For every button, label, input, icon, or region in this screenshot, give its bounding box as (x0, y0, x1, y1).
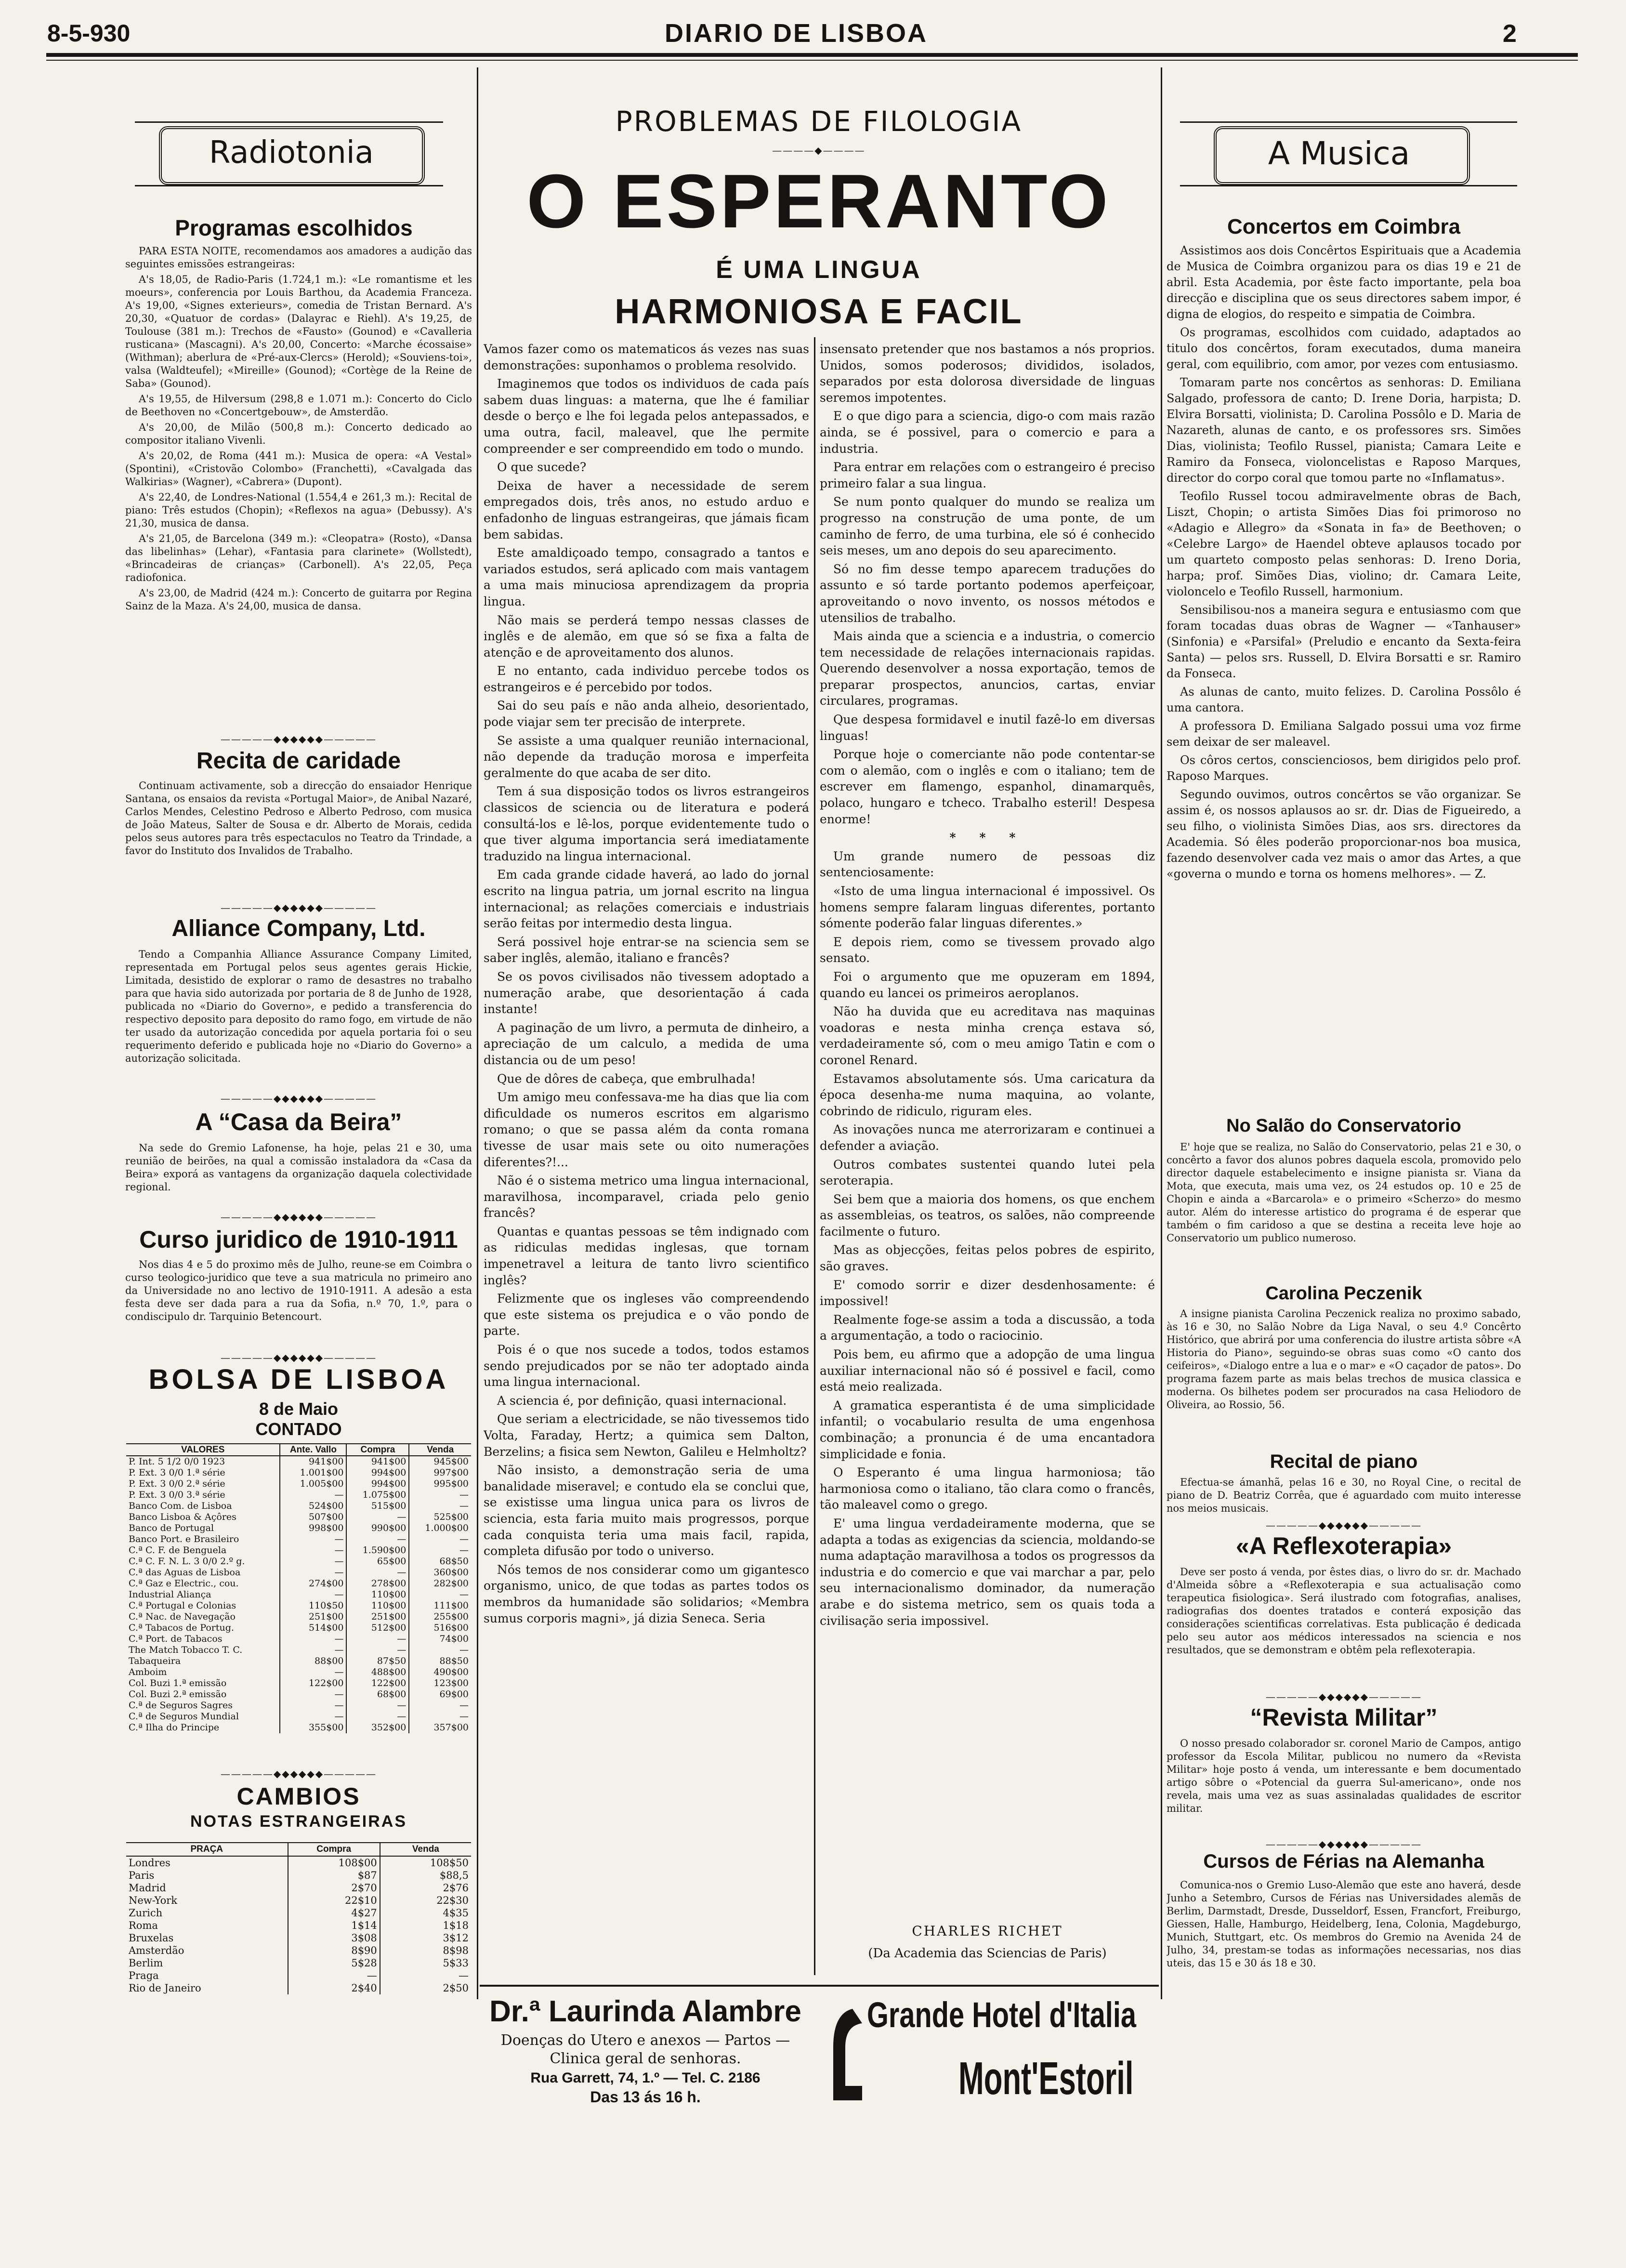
table-cell: 4$27 (288, 1907, 380, 1919)
concertos-heading: Concertos em Coimbra (1227, 215, 1461, 238)
table-cell: — (280, 1711, 346, 1722)
issue-date: 8-5-930 (47, 20, 131, 47)
table-cell: Banco de Portugal (129, 1523, 214, 1533)
recita-text: Continuam activamente, sob a direcção do ensaiador Henrique Santana, os ensaios da revista «Portugal Maior», de Anibal Nazaré, Carlos Mendes, Celestino Pedroso e Alberto Pedroso, com musica de João Mateus, Salter de Sousa e dr. Alberto de Morais, cedida pelos seus autores para três espectaculos no Teatro da Trindade, a favor do Instituto dos Invalidos de Trabalho. (125, 780, 472, 857)
reflexo-text: Deve ser posto á venda, por êstes dias, o livro do sr. dr. Machado d'Almeida sôbre a «Reflexoterapia e sua actualisação como terapeutica fisiologica». Será ilustrado com fotografias, analises, radiografias dos doentes tratados e conterá exposição das considerações scientificas correlativas. Esta publicação é dedicada pelo seu autor aos médicos interessados na sciencia e nos resultados, que se demonstram e obtêm pela reflexoterapia. (1167, 1566, 1521, 1656)
bolsa-row (126, 1534, 471, 1545)
table-cell: 360$00 (409, 1567, 471, 1578)
table-cell: Amsterdão (129, 1945, 184, 1956)
bolsa-row (126, 1634, 471, 1645)
bolsa-row (126, 1523, 471, 1534)
cambios-row (126, 1957, 471, 1969)
ornament-separator: —————◆◆◆◆◆◆————— (220, 1768, 377, 1780)
article-deck-1: É UMA LINGUA (716, 256, 922, 284)
table-cell: 8$98 (380, 1944, 471, 1957)
hotel-logo-hook-icon (824, 2004, 867, 2105)
ornament-separator: —————◆◆◆◆◆◆————— (220, 1211, 377, 1223)
ornament-separator: —————◆◆◆◆◆◆————— (220, 1352, 377, 1363)
hotel-place: Mont'Estoril (958, 2053, 1134, 2104)
table-cell: 355$00 (280, 1722, 346, 1733)
radio-paragraph: A's 22,40, de Londres-National (1.554,4 e 261,3 m.): Recital de piano: Três estudos (Chopin); «Reflexos na agua» (Debussy). A's 21,30, musica de dansa. (125, 491, 472, 529)
table-cell: C.ª Nac. de Navegação (129, 1611, 236, 1622)
cambios-table (126, 1842, 471, 1994)
table-cell: C.ª Gaz e Electric., cou. (129, 1578, 239, 1589)
table-cell: 274$00 (280, 1578, 346, 1589)
table-cell: Rio de Janeiro (129, 1982, 201, 1994)
table-cell: Berlim (129, 1957, 163, 1969)
bolsa-row (126, 1678, 471, 1689)
table-cell: — (346, 1512, 409, 1523)
bolsa-row (126, 1490, 471, 1501)
table-cell: 1$14 (288, 1919, 380, 1932)
bolsa-row (126, 1589, 471, 1600)
bolsa-row (126, 1600, 471, 1611)
doctor-specialty: Doenças do Utero e anexos — Partos — Clinica geral de senhoras. (500, 2032, 790, 2067)
table-cell: 87$50 (346, 1656, 409, 1667)
casa-heading: A “Casa da Beira” (195, 1108, 402, 1135)
column-rule-center (814, 337, 815, 1975)
table-cell: C.ª C. F. de Benguela (129, 1545, 227, 1556)
table-cell: — (409, 1711, 471, 1722)
concertos-text: Assistimos aos dois Concêrtos Espirituais que a Academia de Musica de Coimbra organizou para os dias 19 e 21 de abril. Esta Academia, por êste facto importante, pela boa direcção e disciplina que os seus directores sabem impor, é digna de elogios, do respeito e simpatia de Coimbra. Os programas, escolhidos com cuidado, adaptados ao titulo dos concêrtos, foram executados, duma maneira geral, com equilibrio, com amor, por vezes com entusiasmo. Tomaram parte nos concêrtos as senhoras: D. Emiliana Salgado, professora de canto; D. Irene Doria, harpista; D. Elvira Borsatti, violinista; D. Carolina Possôlo e D. Maria de Nazareth, alunas de canto, e os professores srs. Simões Dias, violinista; Teofilo Russel, pianista; Camara Leite e Ramiro da Fonseca, violoncelistas e Raposo Marques, director do corpo coral que tomou parte no «Inflamatus». Teofilo Russel tocou admiravelmente obras de Bach, Liszt, Chopin; o artista Simões Dias foi primoroso no «Adagio e Allegro» da «Sonata in fa» de Beethoven; o «Celebre Largo» de Haendel obteve aplausos tocado por um quarteto composto pelas senhoras: D. Ireno Doria, harpa; prof. Simões Dias, violino; dr. Camara Leite, violoncelo e Teofilo Russell, harmonium. Sensibilisou-nos a maneira segura e entusiasmo com que foram tocadas duas obras de Wagner — «Tanhauser» (Sinfonia) e «Parsifal» (Preludio e encanto da Sexta-feira Santa) — pelos srs. Russell, D. Elvira Borsatti e sr. Ramiro da Fonseca. As alunas de canto, muito felizes. D. Carolina Possôlo é uma cantora. A professora D. Emiliana Salgado possui uma voz firme sem deixar de ser maleavel. Os côros certos, conscienciosos, bem dirigidos pelo prof. Raposo Marques. Segundo ouvimos, outros concêrtos se vão organizar. Se assim é, os nossos aplausos ao sr. dr. Dias de Figueiredo, a seu filho, o violinista Simões Dias, aos srs. directores da Academia. Só êles poderão proporcionar-nos boa musica, fazendo desenvolver cada vez mais o amor das Artes, a que «governa o mundo e torna os homens melhores». — Z. (1167, 244, 1521, 881)
table-cell: — (280, 1634, 346, 1645)
column-rule-left (477, 67, 478, 1999)
masthead-title: DIARIO DE LISBOA (665, 19, 928, 48)
table-cell: 524$00 (280, 1501, 346, 1512)
table-cell: — (380, 1969, 471, 1982)
table-cell: 3$12 (380, 1932, 471, 1944)
bolsa-row (126, 1611, 471, 1622)
cambios-row (126, 1907, 471, 1919)
radio-paragraph: A's 19,55, de Hilversum (298,8 e 1.071 m.): Concerto do Ciclo de Beethoven no «Concertgebouw», de Amsterdão. (125, 393, 472, 418)
table-cell: 65$00 (346, 1556, 409, 1567)
doctor-address: Rua Garrett, 74, 1.º — Tel. C. 2186 (530, 2070, 761, 2086)
article-deck-2: HARMONIOSA E FACIL (615, 292, 1023, 331)
ferias-heading: Cursos de Férias na Alemanha (1203, 1851, 1484, 1872)
table-cell: 941$00 (280, 1456, 346, 1467)
article-column-1: Vamos fazer como os matematicos ás vezes nas suas demonstrações: suponhamos o problema resolvido. Imaginemos que todos os individuos de cada país sabem duas linguas: a materna, que lhe é familiar desde o berço e lhe foi legada pelos antepassados, e uma outra, facil, maleavel, que lhe permite compreender e ser compreendido em todo o mundo. O que sucede? Deixa de haver a necessidade de serem empregados dois, três anos, no estudo arduo e enfadonho de linguas estrangeiras, que jámais ficam bem sabidas. Este amaldiçoado tempo, consagrado a tantos e variados estudos, será aplicado com mais vantagem a uma mais minuciosa aprendizagem da propria lingua. Não mais se perderá tempo nessas classes de inglês e de alemão, em que só se fixa a falta de atenção e de aproveitamento dos alunos. E no entanto, cada individuo percebe todos os estrangeiros e é percebido por todos. Sai do seu país e não anda alheio, desorientado, pode viajar sem ter precisão de interprete. Se assiste a uma qualquer reunião internacional, não depende da tradução morosa e imperfeita geralmente do que acaba de ser dito. Tem á sua disposição todos os livros estrangeiros classicos de sciencia ou de literatura e poderá consultá-los e lê-los, porque evidentemente tudo o que tiver alguma importancia será imediatamente traduzido na lingua internacional. Em cada grande cidade haverá, ao lado do jornal escrito na lingua patria, um jornal escrito na lingua internacional; as relações comerciais e industriais serão feitas por intermedio desta lingua. Será possivel hoje entrar-se na sciencia sem se saber inglês, alemão, italiano e francês? Se os povos civilisados não tivessem adoptado a numeração arabe, que desorientação á cada instante! A paginação de um livro, a permuta de dinheiro, a apreciação de um calculo, a medida de uma distancia ou de um peso! Que de dôres de cabeça, que embrulhada! Um amigo meu confessava-me ha dias que lia com dificuldade os numeros escritos em algarismo romano; o que se passa além da conta romana tivesse de usar mais sete ou oito numerações diferentes?!... Não é o sistema metrico uma lingua internacional, maravilhosa, incomparavel, criada pelo genio francês? Quantas e quantas pessoas se têm indignado com as ridiculas medidas inglesas, que tornam impenetravel a leitura de tanto livro scientifico inglês? Felizmente que os ingleses vão compreendendo que este sistema os prejudica e o vão pondo de parte. Pois é o que nos sucede a todos, todos estamos sendo prejudicados por se não ter adoptado ainda uma lingua internacional. A sciencia é, por definição, quasi internacional. Que seriam a electricidade, se não tivessemos tido Volta, Faraday, Hertz; a quimica sem Dalton, Berzelins; a fisica sem Newton, Galileu e Helmholtz? Não insisto, a demonstração seria de uma banalidade miseravel; e contudo ela se conclui que, se existisse uma lingua unica para os livros de sciencia, esta faria muito mais progressos, porque cada conquista teria uma mais facil, rapida, completa difusão por todo o universo. Nós temos de nos considerar como um gigantesco organismo, unico, de que todas as partes todos os membros da humanidade são solidarios; «Membra sumus corporis magni», já dizia Seneca. Seria (484, 342, 809, 1625)
cambios-title: CAMBIOS (236, 1783, 361, 1810)
ornament-separator: —————◆◆◆◆◆◆————— (1265, 1691, 1422, 1702)
table-cell: 110$00 (346, 1589, 409, 1600)
table-cell: — (409, 1589, 471, 1600)
table-cell: — (409, 1534, 471, 1545)
table-cell: Col. Buzi 1.ª emissão (129, 1678, 227, 1688)
table-header-cell: PRAÇA (126, 1843, 288, 1856)
table-cell: Bruxelas (129, 1932, 174, 1944)
curso-heading: Curso juridico de 1910-1911 (139, 1226, 458, 1253)
bolsa-title: BOLSA DE LISBOA (148, 1364, 449, 1395)
bolsa-row (126, 1722, 471, 1733)
table-cell: 69$00 (409, 1689, 471, 1700)
table-cell: 282$00 (409, 1578, 471, 1589)
table-cell: 525$00 (409, 1512, 471, 1523)
table-cell: 1.001$00 (280, 1467, 346, 1478)
table-cell: 941$00 (346, 1456, 409, 1467)
header-rule-thin (46, 60, 1578, 61)
article-signature: CHARLES RICHET (912, 1923, 1063, 1939)
table-cell: Tabaqueira (129, 1656, 181, 1666)
table-cell: Roma (129, 1920, 158, 1931)
curso-text: Nos dias 4 e 5 do proximo mês de Julho, reune-se em Coimbra o curso teologico-juridico que teve a sua matricula no primeiro ano da Universidade no ano lectivo de 1910-1911. A adesão a esta festa deve ser dada para a rua da Sofia, n.º 70, 1.º, para o condiscipulo dr. Tarquinio Betencourt. (125, 1259, 472, 1322)
table-header-cell: Ante. Vallo (280, 1444, 346, 1456)
table-cell: 5$28 (288, 1957, 380, 1969)
table-header-cell: Compra (346, 1444, 409, 1456)
table-header-cell: Venda (409, 1444, 471, 1456)
table-cell: — (280, 1556, 346, 1567)
cambios-row (126, 1969, 471, 1982)
table-cell: — (280, 1545, 346, 1556)
table-cell: 990$00 (346, 1523, 409, 1534)
salao-text: E' hoje que se realiza, no Salão do Conservatorio, pelas 21 e 30, o concêrto a favor dos alunos pobres daquela escola, promovido pelo director daquele estabelecimento e insigne pianista sr. Viana da Mota, que executa, mais uma vez, os 24 estudos op. 10 e 25 de Chopin e ainda a «Barcarola» e o primeiro «Scherzo» do mesmo autor. Além do interesse artistico do programa é de esperar que também o fim caridoso a que se destina a receita leve hoje ao Conservatorio um publico numeroso. (1167, 1141, 1521, 1244)
hotel-ad (819, 1990, 1156, 2110)
radio-paragraph: A's 18,05, de Radio-Paris (1.724,1 m.): «Le romantisme et les moeurs», conferencia por Louis Barthou, da Academia Franceza. A's 19,00, «Signes exterieurs», comedia de Tristan Bernard. A's 20,30, «Quatuor de cordas» (Dalayrac e Riehl). A's 19,25, de Toulouse (381 m.): Trechos de «Fausto» (Gounod) e «Cavalleria rusticana» (Mascagni). A's 20,00, Concerto: «Marche écossaise» (Withman); aberlura de «Pré-aux-Clercs» (Herold); «Souviens-toi», valsa (Waldteufel); «Mireille» (Gounod); «Cortège de la Reine de Saba» (Gounod). (125, 274, 472, 389)
casa-text: Na sede do Gremio Lafonense, ha hoje, pelas 21 e 30, uma reunião de beirões, na qual a comissão instaladora da «Casa da Beira» exporá as vantagens da organização daquela colectividade regional. (125, 1142, 472, 1193)
table-cell: 255$00 (409, 1611, 471, 1622)
table-cell: — (280, 1667, 346, 1678)
page-number: 2 (1503, 20, 1517, 48)
bolsa-date: 8 de Maio (259, 1399, 339, 1419)
table-cell: P. Ext. 3 0/0 2.ª série (129, 1478, 225, 1489)
table-cell: C.ª de Seguros Sagres (129, 1700, 233, 1711)
radiotonia-title: Radiotonia (209, 135, 374, 171)
table-cell: Amboim (129, 1667, 167, 1677)
cambios-row (126, 1944, 471, 1957)
table-cell: — (346, 1711, 409, 1722)
table-cell: C.ª C. F. N. L. 3 0/0 2.º g. (129, 1556, 245, 1567)
cambios-subtitle: NOTAS ESTRANGEIRAS (190, 1812, 407, 1831)
radio-paragraph: A's 20,02, de Roma (441 m.): Musica de opera: «A Vestal» (Spontini), «Cristovão Colombo» (Franchetti), «Cavalgada das Walkirias» (Wagner), «Cabrera» (Dupont). (125, 450, 472, 488)
table-cell: 22$30 (380, 1894, 471, 1907)
table-cell: — (280, 1534, 346, 1545)
article-kicker: PROBLEMAS DE FILOLOGIA (615, 105, 1023, 138)
table-cell: 352$00 (346, 1722, 409, 1733)
article-headline: O ESPERANTO (526, 159, 1111, 244)
table-cell: Col. Buzi 2.ª emissão (129, 1689, 227, 1700)
table-cell: 357$00 (409, 1722, 471, 1733)
bolsa-row (126, 1456, 471, 1467)
table-cell: 111$00 (409, 1600, 471, 1611)
ornament-separator: —————◆◆◆◆◆◆————— (1265, 1838, 1422, 1850)
table-cell: — (346, 1567, 409, 1578)
bolsa-row (126, 1467, 471, 1478)
table-cell: 122$00 (280, 1678, 346, 1689)
musica-frame-bottom (1180, 185, 1517, 186)
table-cell: 22$10 (288, 1894, 380, 1907)
radio-heading: Programas escolhidos (175, 215, 413, 240)
table-header-cell: Venda (380, 1843, 471, 1856)
bolsa-row (126, 1556, 471, 1567)
table-cell: C.ª Ilha do Principe (129, 1722, 220, 1733)
table-cell: C.ª de Seguros Mundial (129, 1711, 239, 1722)
table-cell: 1$18 (380, 1919, 471, 1932)
table-cell: — (409, 1490, 471, 1501)
carolina-heading: Carolina Peczenik (1265, 1283, 1422, 1304)
table-cell: 2$70 (288, 1882, 380, 1894)
table-cell: 251$00 (280, 1611, 346, 1622)
bolsa-row (126, 1667, 471, 1678)
table-cell: P. Int. 5 1/2 0/0 1923 (129, 1456, 225, 1467)
table-cell: Londres (129, 1857, 170, 1869)
table-cell: — (280, 1589, 346, 1600)
ornament-separator: —————◆◆◆◆◆◆————— (220, 902, 377, 913)
ornament-separator: —————◆◆◆◆◆◆————— (1265, 1519, 1422, 1531)
table-cell: New-York (129, 1895, 178, 1906)
cambios-row (126, 1869, 471, 1882)
table-cell: — (409, 1700, 471, 1711)
table-cell: 2$76 (380, 1882, 471, 1894)
table-cell: 997$00 (409, 1467, 471, 1478)
bolsa-row (126, 1501, 471, 1512)
bolsa-row (126, 1689, 471, 1700)
bolsa-row (126, 1711, 471, 1722)
table-cell: 5$33 (380, 1957, 471, 1969)
table-cell: 68$00 (346, 1689, 409, 1700)
bolsa-row (126, 1478, 471, 1490)
bolsa-row (126, 1656, 471, 1667)
alliance-heading: Alliance Company, Ltd. (171, 916, 426, 941)
recital-heading: Recital de piano (1270, 1451, 1418, 1472)
ornament-separator: —————◆◆◆◆◆◆————— (220, 1093, 377, 1104)
bolsa-row (126, 1622, 471, 1634)
hotel-name: Grande Hotel d'Italia (867, 1995, 1136, 2035)
table-cell: — (280, 1689, 346, 1700)
table-cell: 251$00 (346, 1611, 409, 1622)
cambios-row (126, 1982, 471, 1994)
table-cell: Banco Port. e Brasileiro (129, 1534, 239, 1544)
table-cell: Banco Com. de Lisboa (129, 1501, 232, 1511)
bolsa-table (126, 1443, 471, 1733)
kicker-ornament: ————◆———— (772, 145, 865, 156)
radio-paragraph: A's 23,00, de Madrid (424 m.): Concerto de guitarra por Regina Sainz de la Maza. A's 24,00, musica de dansa. (125, 587, 472, 612)
radio-paragraph: A's 20,00, de Milão (500,8 m.): Concerto dedicado ao compositor italiano Vivenli. (125, 422, 472, 446)
salao-heading: No Salão do Conservatorio (1226, 1116, 1461, 1136)
table-cell: C.ª Tabacos de Portug. (129, 1622, 234, 1633)
table-cell: 507$00 (280, 1512, 346, 1523)
table-cell: — (280, 1645, 346, 1656)
table-cell: Paris (129, 1870, 155, 1881)
bolsa-row (126, 1645, 471, 1656)
table-cell: C.ª Portugal e Colonias (129, 1600, 236, 1611)
table-cell: 3$08 (288, 1932, 380, 1944)
table-cell: — (288, 1969, 380, 1982)
radio-programs-text (125, 245, 472, 737)
table-cell: — (346, 1634, 409, 1645)
table-cell: 2$50 (380, 1982, 471, 1994)
table-cell: 998$00 (280, 1523, 346, 1534)
section-break-stars: * * * (949, 831, 1025, 845)
bolsa-contado: CONTADO (255, 1419, 342, 1439)
table-cell: 110$50 (280, 1600, 346, 1611)
reflexo-heading: «A Reflexoterapia» (1235, 1532, 1452, 1559)
column-rule-right (1161, 67, 1162, 1999)
radiotonia-frame-bottom (135, 185, 443, 186)
bolsa-row (126, 1567, 471, 1578)
ads-rule (480, 1985, 1159, 1987)
table-cell: 108$50 (380, 1856, 471, 1869)
table-cell: 512$00 (346, 1622, 409, 1634)
table-cell: 123$00 (409, 1678, 471, 1689)
table-cell: $87 (288, 1869, 380, 1882)
table-cell: 945$00 (409, 1456, 471, 1467)
table-cell: — (280, 1490, 346, 1501)
table-cell: — (346, 1700, 409, 1711)
bolsa-row (126, 1700, 471, 1711)
table-cell: Industrial Aliança (129, 1589, 211, 1600)
table-cell: Praga (129, 1970, 159, 1981)
table-cell: 2$40 (288, 1982, 380, 1994)
table-cell: 88$50 (409, 1656, 471, 1667)
table-cell: Banco Lisboa & Açôres (129, 1512, 236, 1522)
table-cell: 68$50 (409, 1556, 471, 1567)
table-cell: — (409, 1501, 471, 1512)
table-cell: 88$00 (280, 1656, 346, 1667)
table-cell: Madrid (129, 1882, 166, 1894)
table-cell: — (346, 1534, 409, 1545)
table-cell: 108$00 (288, 1856, 380, 1869)
table-cell: C.ª Port. de Tabacos (129, 1634, 223, 1644)
table-cell: 1.075$00 (346, 1490, 409, 1501)
table-header-cell: Compra (288, 1843, 380, 1856)
doctor-name: Dr.ª Laurinda Alambre (489, 1995, 801, 2028)
musica-frame-top (1180, 121, 1517, 123)
table-cell: $88,5 (380, 1869, 471, 1882)
table-header-cell: VALORES (126, 1444, 280, 1456)
header-rule (46, 53, 1578, 57)
article-signature-affiliation: (Da Academia das Sciencias de Paris) (868, 1946, 1107, 1961)
article-column-2: insensato pretender que nos bastamos a nós proprios. Unidos, somos poderosos; divididos, isolados, separados por esta dolorosa diversidade de linguas seremos impotentes. E o que digo para a sciencia, digo-o com mais razão ainda, se é possivel, para o comercio e para a industria. Para entrar em relações com o estrangeiro é preciso primeiro falar a sua lingua. Se num ponto qualquer do mundo se realiza um progresso na construção de uma ponte, de um caminho de ferro, de uma turbina, ele só é conhecido seis meses, um ano depois do seu aparecimento. Só no fim desse tempo aparecem traduções do assunto e só tarde portanto podemos aperfeiçoar, aproveitando o novo invento, os nossos métodos e utensilios de trabalho. Mais ainda que a sciencia e a industria, o comercio tem necessidade de relações internacionais rapidas. Querendo desenvolver a nossa exportação, temos de preparar prospectos, anuncios, cartas, enviar circulares, programas. Que despesa formidavel e inutil fazê-lo em diversas linguas! Porque hoje o comerciante não pode contentar-se com o alemão, com o inglês e com o italiano; tem de escrever em flamengo, espanhol, dinamarquês, polaco, hungaro e tcheco. Trabalho esteril! Despesa enorme! * * * Um grande numero de pessoas diz sentenciosamente: «Isto de uma lingua internacional é impossivel. Os homens sempre falaram linguas diferentes, portanto sómente poderão falar linguas diferentes.» E depois riem, como se tivessem provado algo sensato. Foi o argumento que me opuzeram em 1894, quando eu lancei os primeiros aeroplanos. Não ha duvida que eu acreditava nas maquinas voadoras e nesta minha crença estava só, verdadeiramente só, com o meu amigo Tatin e com o coronel Renard. Estavamos absolutamente sós. Uma caricatura da época desenha-me numa maquina, ao volante, cobrindo de ridiculo, riguram eles. As inovações nunca me aterrorizaram e continuei a defender a aviação. Outros combates sustentei quando lutei pela seroterapia. Sei bem que a maioria dos homens, os que enchem as assembleias, os teatros, os salões, não compreende facilmente o futuro. Mas as objecções, feitas pelos pobres de espirito, são graves. E' comodo sorrir e dizer desdenhosamente: é impossivel! Realmente foge-se assim a toda a discussão, a toda a argumentação, a todo o raciocinio. Pois bem, eu afirmo que a adopção de uma lingua auxiliar internacional não só é possivel e facil, como está meio realizada. A gramatica esperantista é de uma simplicidade infantil; o vocabulario resulta de uma engenhosa combinação; a pronuncia é de uma encantadora simplicidade e fonia. O Esperanto é uma lingua harmoniosa; tão harmoniosa como o italiano, tão clara como o francês, tão maleavel como o grego. E' uma lingua verdadeiramente moderna, que se adapta a todas as exigencias da sciencia, moldando-se numa adaptação maravilhosa a todos os progressos da industria e do comercio e que vai marchar a par, pelo seu internacionalismo dominador, da numeração arabe e do sistema metrico, sem os quais toda a civilisação seria impossivel. (820, 342, 1155, 1628)
doctor-hours: Das 13 ás 16 h. (590, 2088, 701, 2106)
table-cell: — (280, 1567, 346, 1578)
table-cell: — (346, 1645, 409, 1656)
recital-text: Efectua-se ámanhã, pelas 16 e 30, no Royal Cine, o recital de piano de D. Beatriz Corrêa, que é aguardado com muito interesse nos meios musicais. (1167, 1477, 1521, 1514)
revista-heading: “Revista Militar” (1250, 1704, 1438, 1731)
bolsa-row (126, 1512, 471, 1523)
table-cell: — (280, 1700, 346, 1711)
musica-title: A Musica (1268, 135, 1410, 172)
cambios-row (126, 1882, 471, 1894)
table-cell: 110$00 (346, 1600, 409, 1611)
table-cell: — (409, 1645, 471, 1656)
table-cell: 995$00 (409, 1478, 471, 1490)
table-cell: 516$00 (409, 1622, 471, 1634)
table-cell: 488$00 (346, 1667, 409, 1678)
table-cell: 278$00 (346, 1578, 409, 1589)
table-cell: 514$00 (280, 1622, 346, 1634)
table-cell: 490$00 (409, 1667, 471, 1678)
radiotonia-frame-top (135, 121, 443, 123)
table-cell: 8$90 (288, 1944, 380, 1957)
table-cell: The Match Tobacco T. C. (129, 1645, 243, 1655)
cambios-row (126, 1856, 471, 1869)
table-cell: 4$35 (380, 1907, 471, 1919)
table-cell: Zurich (129, 1907, 163, 1919)
doctor-ad (482, 1994, 809, 2106)
recita-heading: Recita de caridade (196, 748, 401, 774)
table-cell: 515$00 (346, 1501, 409, 1512)
cambios-row (126, 1894, 471, 1907)
cambios-row (126, 1932, 471, 1944)
table-cell: 994$00 (346, 1467, 409, 1478)
carolina-text: A insigne pianista Carolina Peczenick realiza no proximo sabado, às 16 e 30, no Salão Nobre da Liga Naval, o seu 4.º Concêrto Histórico, que abrirá por uma conferencia do ilustre artista sôbre «A Historia do Piano», seguindo-se obras suas como «O canto dos ceifeiros», «Dialogo entre a lua e o mar» e «O caçador de patos». Do programa fazem parte as mais belas trechos de musica classica e moderna. Os bilhetes podem ser procurados na casa Heliodoro de Oliveira, ao Rossio, 56. (1167, 1308, 1521, 1411)
table-cell: 994$00 (346, 1478, 409, 1490)
ferias-text: Comunica-nos o Gremio Luso-Alemão que este ano haverá, desde Junho a Setembro, Cursos de Férias nas Universidades alemãs de Berlim, Darmstadt, Dresde, Dusseldorf, Essen, Francfort, Freiburgo, Giessen, Halle, Hamburgo, Heidelberg, Iena, Colonia, Magdeburgo, Munich, Stuttgart, etc. Os membros do Gremio na Avenida 24 de Julho, 34, prestam-se todas as informações necessarias, nos dias uteis, das 15 e 30 ás 18 e 30. (1167, 1879, 1521, 1969)
table-cell: 1.000$00 (409, 1523, 471, 1534)
table-cell: C.ª das Aguas de Lisboa (129, 1567, 241, 1578)
alliance-text: Tendo a Companhia Alliance Assurance Company Limited, representada em Portugal pelos seus agentes gerais Hickie, Limitada, desistido de explorar o ramo de desastres no trabalho para que havia sido autorizada por portaria de 8 de Junho de 1928, publicada no «Diario do Governo», e pedido a transferencia do respectivo deposito para deposito do ramo fogo, em virtude de não ter usado da autorização concedida por aquela portaria foi o seu requerimento deferido e publicada hoje no «Diario do Governo» a autorização solicitada. (125, 949, 472, 1064)
table-cell: 74$00 (409, 1634, 471, 1645)
table-cell: 122$00 (346, 1678, 409, 1689)
ornament-separator: —————◆◆◆◆◆◆————— (220, 733, 377, 745)
table-cell: 1.005$00 (280, 1478, 346, 1490)
bolsa-row (126, 1578, 471, 1589)
radio-paragraph: PARA ESTA NOITE, recomendamos aos amadores a audição das seguintes emissões estrangeiras: (125, 245, 472, 270)
radio-paragraph: A's 21,05, de Barcelona (349 m.): «Cleopatra» (Rosto), «Dansa das libelinhas» (Lehar), «Fantasia para clarinete» (Wollstedt), «Brincadeiras de crianças» (Carbonell). A's 22,05, Peça radiofonica. (125, 533, 472, 583)
table-cell: 1.590$00 (346, 1545, 409, 1556)
revista-text: O nosso presado colaborador sr. coronel Mario de Campos, antigo professor da Escola Militar, publicou no numero da «Revista Militar» hoje posto á venda, um interessante e bem documentado artigo sôbre o «Potencial da guerra Sul-americano», onde nos revela, mais uma vez as suas assinaladas qualidades de escritor militar. (1167, 1738, 1521, 1814)
bolsa-row (126, 1545, 471, 1556)
cambios-row (126, 1919, 471, 1932)
table-cell: P. Ext. 3 0/0 3.ª série (129, 1490, 225, 1500)
table-cell: P. Ext. 3 0/0 1.ª série (129, 1467, 225, 1478)
table-cell: — (409, 1545, 471, 1556)
